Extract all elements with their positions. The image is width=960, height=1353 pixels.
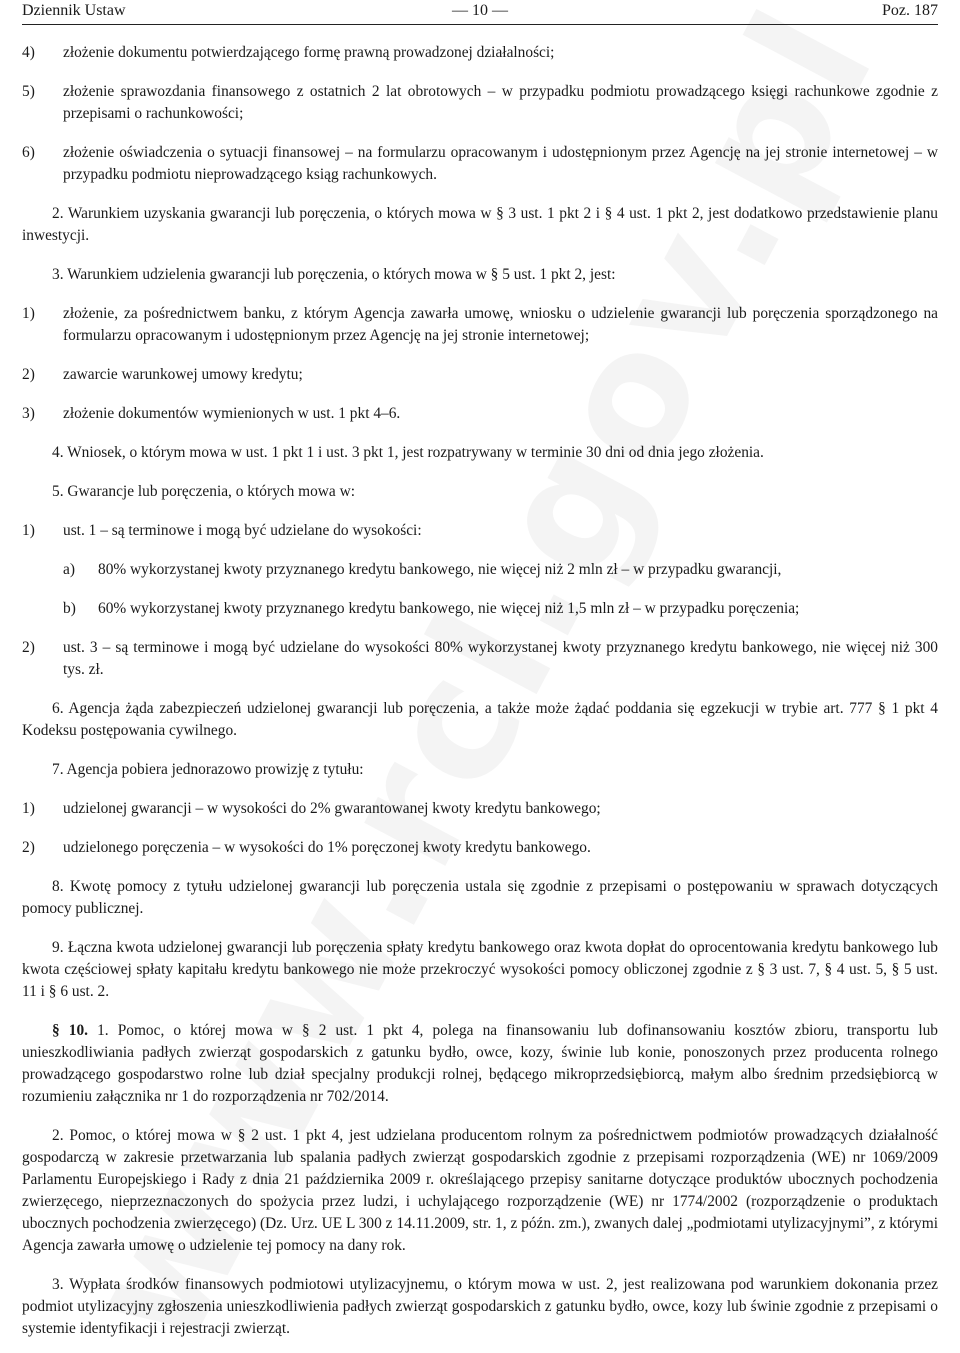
- item-text: 60% wykorzystanej kwoty przyznanego kredytu bankowego, nie więcej niż 1,5 mln zł – w przypadku poręczenia;: [98, 600, 800, 617]
- position-number: Poz. 187: [882, 2, 938, 19]
- sub-list-item: [22, 598, 938, 620]
- list-item: [22, 364, 938, 386]
- paragraph-par-10-ust-3: 3. Wypłata środków finansowych podmiotowi utylizacyjnemu, o którym mowa w ust. 2, jest realizowana pod warunkiem dokonania przez podmiot utylizacyjny zgłoszenia unieszkodliwienia padłych zwierząt gospodarskich z gatunku bydło, owce, kozy lub świnie zgodnie z przepisami o systemie identyfikacji i rejestracji zwierząt.: [22, 1276, 938, 1337]
- item-number: 2): [22, 839, 35, 856]
- item-text: złożenie sprawozdania finansowego z ostatnich 2 lat obrotowych – w przypadku podmiotu prowadzącego księgi rachunkowe zgodnie z przepisami o rachunkowości;: [63, 83, 938, 122]
- item-text: ust. 3 – są terminowe i mogą być udzielane do wysokości 80% wykorzystanej kwoty przyznanego kredytu bankowego, nie więcej niż 300 tys. zł.: [63, 639, 938, 678]
- item-number: 1): [22, 800, 35, 817]
- list-item: [22, 837, 938, 859]
- item-number: 2): [22, 366, 35, 383]
- paragraph-par-10-ust-2: 2. Pomoc, o której mowa w § 2 ust. 1 pkt 4, jest udzielana producentom rolnym za pośrednictwem podmiotów prowadzących działalność gospodarczą w zakresie przetwarzania lub spalania padłych zwierząt gospodarskich zgodnie z przepisami rozporządzenia (WE) nr 1069/2009 Parlamentu Europejskiego i Rady z dnia 21 października 2009 r. określającego przepisy sanitarne dotyczące produktów ubocznych pochodzenia zwierzęcego, nieprzeznaczonych do spożycia przez ludzi, i uchylającego rozporządzenie (WE) nr 1774/2002 (rozporządzenie o produktach ubocznych pochodzenia zwierzęcego) (Dz. Urz. UE L 300 z 14.11.2009, str. 1, z późn. zm.), zwanych dalej „podmiotami utylizacyjnymi”, z którymi Agencja zawarła umowę o udzielenie tej pomocy na dany rok.: [22, 1127, 938, 1254]
- paragraph-ust-9: 9. Łączna kwota udzielonej gwarancji lub poręczenia spłaty kredytu bankowego oraz kwota dopłat do oprocentowania kredytu bankowego lub kwota częściowej spłaty kapitału kredytu bankowego nie może przekroczyć wysokości pomocy obliczonej zgodnie z § 3 ust. 7, § 4 ust. 5, § 5 ust. 11 i § 6 ust. 2.: [22, 939, 938, 1000]
- item-text: złożenie, za pośrednictwem banku, z którym Agencja zawarła umowę, wniosku o udzielenie gwarancji lub poręczenia sporządzonego na formularzu opracowanym i udostępnionym przez Agencję na jej stronie internetowej;: [63, 305, 938, 344]
- item-text: udzielonego poręczenia – w wysokości do 1% poręczonej kwoty kredytu bankowego.: [63, 839, 591, 856]
- paragraph-ust-8: 8. Kwotę pomocy z tytułu udzielonej gwarancji lub poręczenia ustala się zgodnie z przepisami o postępowaniu w sprawach dotyczących pomocy publicznej.: [22, 878, 938, 917]
- item-number: 2): [22, 639, 35, 656]
- paragraph-text: 1. Pomoc, o której mowa w § 2 ust. 1 pkt 4, polega na finansowaniu lub dofinansowaniu kosztów zbioru, transportu lub unieszkodliwiania padłych zwierząt gospodarskich z gatunku bydło, owce, kozy, świnie lub konie, ponoszonych przez producenta rolnego prowadzącego gospodarstwo rolne lub dział specjalny produkcji rolnej, będącego mikroprzedsiębiorcą, małym albo średnim przedsiębiorcą w rozumieniu załącznika nr 1 do rozporządzenia nr 702/2014.: [22, 1022, 939, 1105]
- item-text: złożenie dokumentów wymienionych w ust. 1 pkt 4–6.: [63, 405, 401, 422]
- item-text: udzielonej gwarancji – w wysokości do 2% gwarantowanej kwoty kredytu bankowego;: [63, 800, 601, 817]
- item-number: 1): [22, 522, 35, 539]
- item-letter: b): [63, 600, 76, 617]
- paragraph-ust-6: 6. Agencja żąda zabezpieczeń udzielonej gwarancji lub poręczenia, a także może żądać poddania się egzekucji w trybie art. 777 § 1 pkt 4 Kodeksu postępowania cywilnego.: [22, 700, 938, 739]
- item-letter: a): [63, 561, 75, 578]
- section-label: § 10.: [52, 1022, 89, 1039]
- item-text: złożenie dokumentu potwierdzającego formę prawną prowadzonej działalności;: [63, 44, 555, 61]
- page-number: — 10 —: [452, 2, 508, 19]
- item-text: 80% wykorzystanej kwoty przyznanego kredytu bankowego, nie więcej niż 2 mln zł – w przypadku gwarancji,: [98, 561, 782, 578]
- document-body: [22, 25, 938, 1340]
- paragraph-ust-7: 7. Agencja pobiera jednorazowo prowizję z tytułu:: [52, 761, 364, 778]
- list-item: [22, 798, 938, 820]
- paragraph-ust-2: 2. Warunkiem uzyskania gwarancji lub poręczenia, o których mowa w § 3 ust. 1 pkt 2 i § 4 ust. 1 pkt 2, jest dodatkowo przedstawienie planu inwestycji.: [22, 205, 938, 244]
- item-number: 1): [22, 305, 35, 322]
- item-text: ust. 1 – są terminowe i mogą być udzielane do wysokości:: [63, 522, 422, 539]
- item-number: 6): [22, 144, 35, 161]
- paragraph-ust-4: 4. Wniosek, o którym mowa w ust. 1 pkt 1 i ust. 3 pkt 1, jest rozpatrywany w terminie 30 dni od dnia jego złożenia.: [52, 444, 764, 461]
- item-number: 4): [22, 44, 35, 61]
- item-text: złożenie oświadczenia o sytuacji finansowej – na formularzu opracowanym i udostępnionym przez Agencję na jej stronie internetowej – w przypadku podmiotu nieprowadzącego ksiąg rachunkowych.: [63, 144, 938, 183]
- list-item: [22, 42, 938, 64]
- list-item: [22, 303, 938, 347]
- list-item: [22, 403, 938, 425]
- list-item: [22, 81, 938, 125]
- paragraph-par-10-ust-1: [22, 1020, 938, 1108]
- list-item: [22, 637, 938, 681]
- item-number: 3): [22, 405, 35, 422]
- item-number: 5): [22, 83, 35, 100]
- sub-list-item: [22, 559, 938, 581]
- page-header: [22, 0, 938, 25]
- item-text: zawarcie warunkowej umowy kredytu;: [63, 366, 303, 383]
- paragraph-ust-3: 3. Warunkiem udzielenia gwarancji lub poręczenia, o których mowa w § 5 ust. 1 pkt 2, jest:: [52, 266, 616, 283]
- list-item: [22, 520, 938, 542]
- list-item: [22, 142, 938, 186]
- journal-title: Dziennik Ustaw: [22, 2, 126, 19]
- paragraph-ust-5: 5. Gwarancje lub poręczenia, o których mowa w:: [52, 483, 355, 500]
